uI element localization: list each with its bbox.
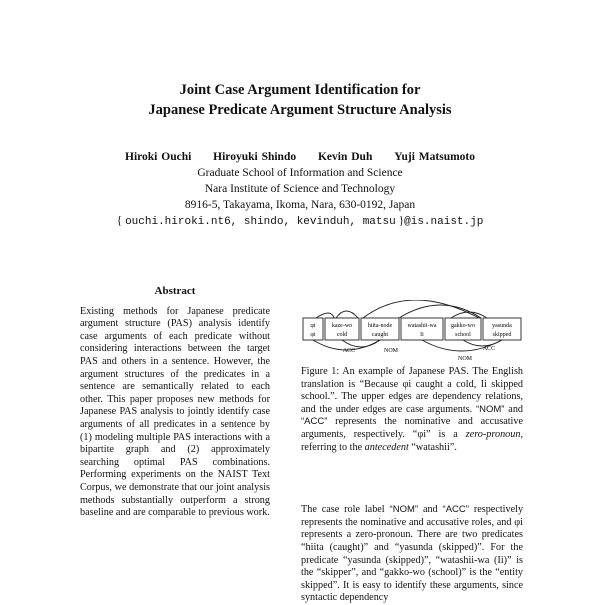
token-gloss: caught xyxy=(372,332,388,338)
author-name: Kevin Duh xyxy=(317,151,373,163)
author-name: Hiroyuki Shindo xyxy=(213,151,297,163)
token-word: yasunda xyxy=(492,323,512,329)
paper-title xyxy=(0,80,600,120)
token-gloss: φi xyxy=(310,332,316,338)
caption-label: Figure 1: xyxy=(301,366,340,377)
token-word: gakko-wo xyxy=(451,323,475,329)
pas-diagram xyxy=(301,300,523,362)
author-block xyxy=(0,149,600,230)
edge-label-acc: ACC xyxy=(342,348,356,354)
token-word: φi xyxy=(310,323,316,329)
token-gloss: cold xyxy=(336,332,348,338)
author-name: Hiroki Ouchi xyxy=(125,151,192,163)
dependency-arc xyxy=(336,311,358,318)
title-line-1: Joint Case Argument Identification for xyxy=(179,82,421,98)
dependency-arc xyxy=(399,305,481,318)
token-gloss: Ii xyxy=(420,332,424,338)
address-line: 8916-5, Takayama, Ikoma, Nara, 630-0192, Japan xyxy=(184,199,416,211)
token-gloss: school xyxy=(455,332,471,338)
token-word: kaze-wo xyxy=(331,323,353,329)
token-word: watashii-wa xyxy=(407,323,437,329)
email-line xyxy=(0,213,600,230)
email-brace-close: } xyxy=(398,215,405,227)
figure-caption: Figure 1: An example of Japanese PAS. The English translation is “Because φi caught a cold, Ii skipped school.”. The upper edges are dependency relations, and the under edges are case arguments. “NOM” and “ACC” represents the nominative and accusative arguments, respectively. “φi” is a zero-pronoun, referring to the antecedent “watashii”. xyxy=(301,366,524,453)
affiliation-line: Nara Institute of Science and Technology xyxy=(204,183,396,195)
antecedent-term: antecedent xyxy=(364,441,409,453)
dependency-arc xyxy=(316,313,334,318)
right-column xyxy=(301,300,523,605)
abstract-section xyxy=(80,285,270,520)
edge-label-acc: ACC xyxy=(482,346,496,352)
author-name: Yuji Matsumoto xyxy=(394,151,475,163)
affiliation-line: Graduate School of Information and Science xyxy=(197,167,403,179)
dependency-arc xyxy=(363,300,479,318)
abstract-text: Existing methods for Japanese predicate argument structure (PAS) analysis identify case arguments of each predicate without considering interactions between the target PAS and others in a sentence. However, the argument structures of the predicates in a sentence are semantically related to each other. This paper proposes new methods for Japanese PAS analysis to jointly identify case arguments of all predicates in a sentence by (1) modeling multiple PAS interactions with a bipartite graph and (2) approximately searching optimal PAS combinations. Performing experiments on the NAIST Text Corpus, we demonstrate that our joint analysis methods substantially outperform a strong baseline and are comparable to previous work. xyxy=(80,305,270,519)
abstract-heading: Abstract xyxy=(154,285,196,297)
author-names xyxy=(0,149,600,165)
email-domain: @is.naist.jp xyxy=(404,216,484,228)
edge-label-nom: NOM xyxy=(383,348,399,354)
figure-1 xyxy=(301,300,523,362)
token-word: hiita-node xyxy=(367,323,393,329)
email-users: ouchi.hiroki.nt6, shindo, kevinduh, matsu xyxy=(125,216,396,228)
zero-pronoun-term: zero-pronoun xyxy=(465,428,521,440)
title-line-2: Japanese Predicate Argument Structure Analysis xyxy=(148,102,452,118)
edge-label-nom: NOM xyxy=(457,356,473,362)
body-paragraph: The case role label “NOM” and “ACC” respectively represents the nominative and accusative roles, and φi represents a zero-pronoun. There are two predicates “hiita (caught)” and “yasunda (skipped)”. For the predicate “yasunda (skipped)”, “watashii-wa (Ii)” is the “skipper”, and “gakko-wo (school)” is the “entity skipped”. It is easy to identify these arguments, since syntactic dependency xyxy=(301,504,524,604)
email-brace-open: { xyxy=(116,215,123,227)
token-gloss: skipped xyxy=(492,332,512,338)
